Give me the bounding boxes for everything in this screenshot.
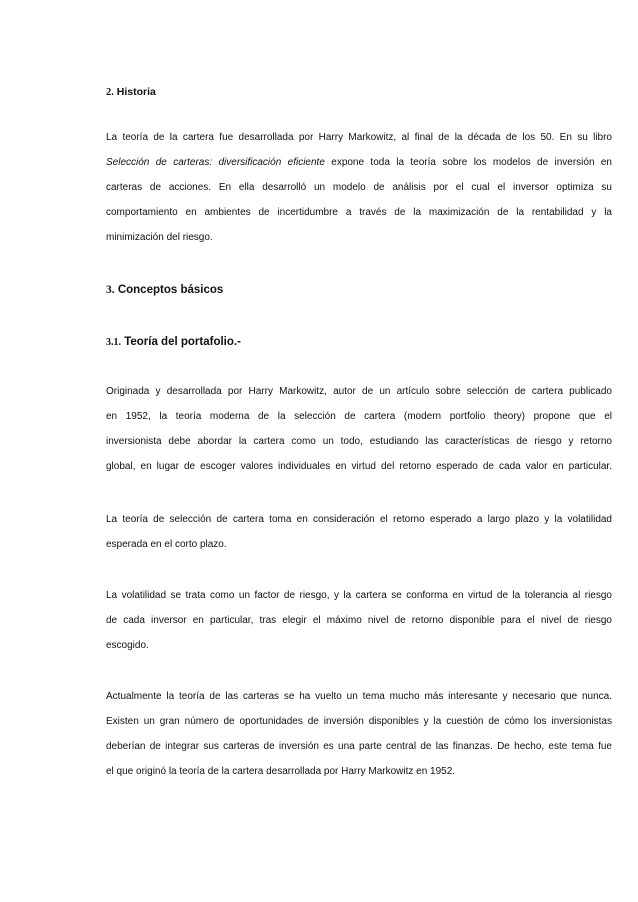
- paragraph-line: inversionista debe abordar la cartera como un todo, estudiando las características de riesgo y retorno: [106, 436, 612, 447]
- paragraph-line: [106, 155, 612, 180]
- paragraph-line: global, en lugar de escoger valores individuales en virtud del retorno esperado de cada valor en particular.: [106, 461, 612, 472]
- paragraph-line: deberían de integrar sus carteras de inversión es una parte central de las finanzas. De hecho, este tema fue: [106, 741, 612, 752]
- paragraph-line: de cada inversor en particular, tras elegir el máximo nivel de retorno disponible para el nivel de riesgo: [106, 615, 612, 626]
- paragraph-line: esperada en el corto plazo.: [106, 539, 227, 550]
- paragraph-line: comportamiento en ambientes de incertidumbre a través de la maximización de la rentabilidad y la: [106, 207, 612, 218]
- paragraph-volatilidad: [106, 588, 612, 663]
- paragraph-originada: [106, 384, 612, 484]
- paragraph-line: Existen un gran número de oportunidades de inversión disponibles y la cuestión de cómo los inversionistas: [106, 716, 612, 727]
- section-heading-conceptos: [106, 284, 223, 296]
- paragraph-actualmente: [106, 689, 612, 789]
- section-number: 2.: [106, 87, 114, 98]
- paragraph-seleccion: [106, 512, 612, 562]
- section-title: Conceptos básicos: [117, 284, 224, 296]
- paragraph-line: minimización del riesgo.: [106, 232, 213, 243]
- book-title: Selección de carteras: diversificación eficiente: [106, 157, 325, 168]
- paragraph-line: el que originó la teoría de la cartera desarrollada por Harry Markowitz en 1952.: [106, 766, 456, 777]
- section-number: 3.: [106, 284, 115, 296]
- subsection-heading-portafolio: [106, 336, 241, 348]
- paragraph-line: La teoría de selección de cartera toma en consideración el retorno esperado a largo plazo y la volatilidad: [106, 514, 612, 525]
- line-text: expone toda la teoría sobre los modelos de inversión en: [324, 157, 612, 168]
- subsection-number: 3.1.: [106, 337, 121, 348]
- section-title: Historia: [116, 86, 156, 98]
- paragraph-line: carteras de acciones. En ella desarrolló un modelo de análisis por el cual el inversor optimiza su: [106, 182, 612, 193]
- paragraph-line: Originada y desarrollada por Harry Markowitz, autor de un artículo sobre selección de cartera publicado: [106, 386, 612, 397]
- subsection-title: Teoría del portafolio.-: [124, 336, 241, 348]
- paragraph-line: La teoría de la cartera fue desarrollada por Harry Markowitz, al final de la década de los 50. En su libro: [106, 132, 612, 143]
- section-heading-historia: [106, 86, 156, 98]
- paragraph-line: en 1952, la teoría moderna de la selección de cartera (modern portfolio theory) propone que el: [106, 411, 612, 422]
- paragraph-line: La volatilidad se trata como un factor de riesgo, y la cartera se conforma en virtud de la tolerancia al riesgo: [106, 590, 612, 601]
- paragraph-historia: [106, 130, 612, 255]
- paragraph-line: Actualmente la teoría de las carteras se ha vuelto un tema mucho más interesante y necesario que nunca.: [106, 691, 612, 702]
- paragraph-line: escogido.: [106, 640, 149, 651]
